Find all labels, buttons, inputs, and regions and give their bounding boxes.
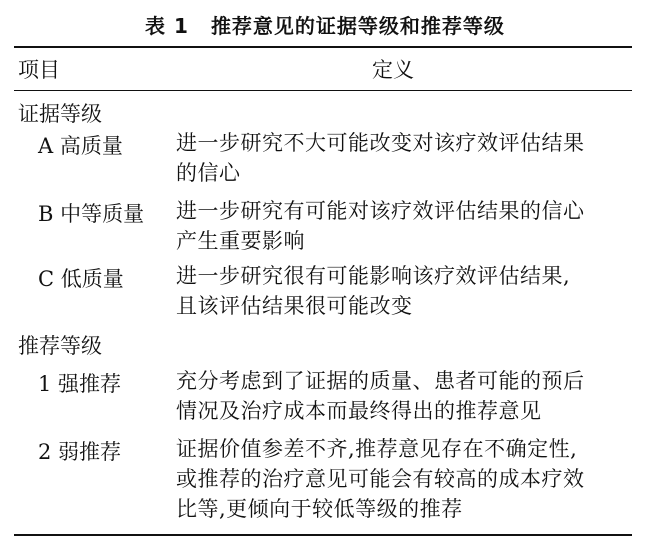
row-definition-2: [176, 434, 616, 524]
row-definition-a: [176, 128, 616, 188]
header-definition: 定义: [372, 58, 414, 82]
row-level-2: 2 弱推荐: [38, 440, 122, 464]
table-title: [0, 10, 650, 39]
row-level-1: 1 强推荐: [38, 372, 122, 396]
definition-line: 充分考虑到了证据的质量、患者可能的预后: [176, 369, 585, 393]
definition-line: 进一步研究有可能对该疗效评估结果的信心: [176, 199, 585, 223]
definition-line: 的信心: [176, 161, 241, 185]
group-label-evidence: 证据等级: [18, 102, 102, 126]
row-definition-1: [176, 366, 616, 426]
row-definition-c: [176, 261, 616, 321]
header-rule: [14, 90, 632, 91]
row-level-b: B 中等质量: [38, 202, 145, 226]
table-number: 表 1: [145, 14, 189, 38]
definition-line: 进一步研究很有可能影响该疗效评估结果,: [176, 264, 571, 288]
definition-line: 或推荐的治疗意见可能会有较高的成本疗效: [176, 467, 585, 491]
definition-line: 产生重要影响: [176, 229, 305, 253]
row-level-a: A 高质量: [38, 134, 123, 158]
table-caption: 推荐意见的证据等级和推荐等级: [210, 14, 505, 38]
definition-line: 证据价值参差不齐,推荐意见存在不确定性,: [176, 437, 578, 461]
group-label-recommendation: 推荐等级: [18, 334, 102, 358]
definition-line: 比等,更倾向于较低等级的推荐: [176, 497, 463, 521]
definition-line: 且该评估结果很可能改变: [176, 294, 413, 318]
definition-line: 进一步研究不大可能改变对该疗效评估结果: [176, 131, 585, 155]
definition-line: 情况及治疗成本而最终得出的推荐意见: [176, 399, 542, 423]
bottom-rule: [14, 534, 632, 536]
row-definition-b: [176, 196, 616, 256]
top-rule: [14, 46, 632, 48]
header-item: 项目: [18, 58, 60, 82]
row-level-c: C 低质量: [38, 267, 124, 291]
